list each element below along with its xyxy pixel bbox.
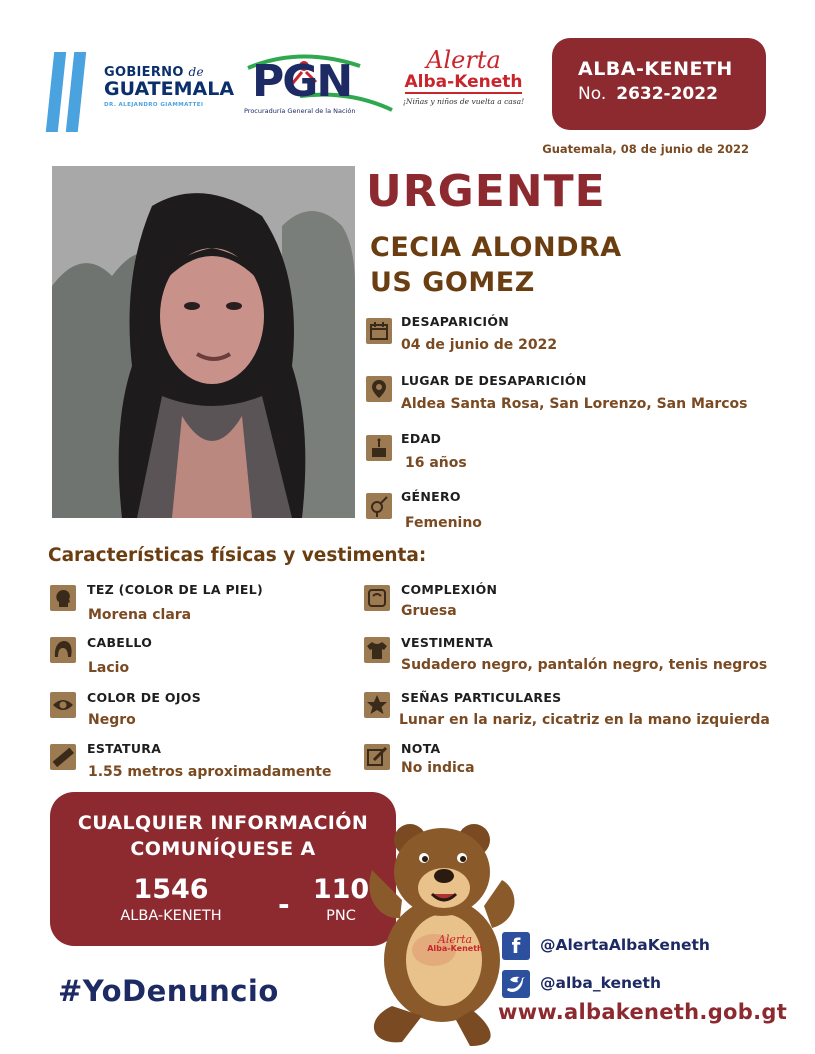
skin-tone-value: Morena clara [88, 607, 192, 623]
age-label: EDAD [401, 431, 442, 446]
pgn-logo [240, 50, 395, 120]
eye-icon [50, 692, 76, 718]
location-pin-icon [366, 376, 392, 402]
person-name [370, 230, 622, 300]
pgn-subtitle: Procuraduría General de la Nación [244, 107, 356, 115]
person-photo-illustration [52, 166, 355, 518]
alerta-alba-keneth-logo [396, 48, 531, 118]
person-name-line1: CECIA ALONDRA [370, 232, 622, 263]
height-value: 1.55 metros aproximadamente [88, 764, 332, 780]
note-label: NOTA [401, 741, 441, 756]
gobierno-line3: DR. ALEJANDRO GIAMMATTEI [104, 102, 204, 108]
age-value: 16 años [405, 455, 467, 471]
hair-icon [50, 637, 76, 663]
characteristics-title: Características físicas y vestimenta: [48, 545, 427, 566]
disappearance-date-value: 04 de junio de 2022 [401, 337, 558, 353]
alerta-logo-line2: Alba-Keneth [404, 72, 523, 92]
case-no-label: No. [578, 84, 607, 104]
person-name-line2: US GOMEZ [370, 267, 535, 298]
contact-box [50, 792, 396, 946]
gobierno-logo-bars [50, 52, 96, 132]
missing-person-photo [52, 166, 355, 518]
gobierno-line2: GUATEMALA [104, 78, 235, 100]
scale-icon [364, 585, 390, 611]
phone-separator: - [278, 888, 290, 921]
pgn-logo-text: PGN [252, 56, 352, 107]
bear-mascot-icon [352, 810, 522, 1048]
twitter-handle[interactable]: @alba_keneth [540, 974, 661, 992]
mascot-badge-line2: Alba-Keneth [427, 944, 483, 953]
star-icon [364, 692, 390, 718]
distinguishing-marks-label: SEÑAS PARTICULARES [401, 690, 562, 705]
facebook-handle[interactable]: @AlertaAlbaKeneth [540, 936, 710, 954]
mascot-badge-line1: Alerta [437, 933, 473, 946]
case-title: ALBA-KENETH [578, 58, 733, 80]
alba-keneth-phone-number[interactable]: 1546 [133, 874, 209, 905]
note-icon [364, 744, 390, 770]
alba-keneth-phone-label: ALBA-KENETH [120, 908, 222, 924]
case-number-badge [552, 38, 766, 130]
head-icon [50, 585, 76, 611]
contact-line1: CUALQUIER INFORMACIÓN [77, 812, 369, 834]
facebook-icon[interactable] [502, 932, 530, 960]
distinguishing-marks-value: Lunar en la nariz, cicatriz en la mano izquierda [399, 712, 770, 728]
gobierno-line1: GOBIERNO [104, 65, 184, 80]
disappearance-place-label: LUGAR DE DESAPARICIÓN [401, 373, 587, 388]
skin-tone-label: TEZ (COLOR DE LA PIEL) [87, 582, 264, 597]
note-value: No indica [401, 760, 475, 776]
pnc-phone-label: PNC [326, 908, 356, 924]
disappearance-date-label: DESAPARICIÓN [401, 314, 510, 329]
publication-date: Guatemala, 08 de junio de 2022 [542, 142, 749, 156]
disappearance-place-value: Aldea Santa Rosa, San Lorenzo, San Marcos [401, 396, 748, 412]
hair-label: CABELLO [87, 635, 153, 650]
gobierno-de: de [188, 65, 204, 79]
calendar-icon [366, 318, 392, 344]
pnc-phone-number[interactable]: 110 [312, 874, 370, 905]
alerta-logo-slogan: ¡Niñas y niños de vuelta a casa! [402, 96, 525, 106]
shirt-icon [364, 637, 390, 663]
hashtag: #YoDenuncio [58, 974, 279, 1008]
mascot-badge [420, 934, 490, 953]
height-label: ESTATURA [87, 741, 162, 756]
eye-color-value: Negro [88, 712, 136, 728]
cake-icon [366, 435, 392, 461]
alerta-logo-line1: Alerta [426, 46, 501, 74]
clothing-value: Sudadero negro, pantalón negro, tenis negros [401, 657, 768, 673]
build-value: Gruesa [401, 603, 457, 619]
gobierno-logo [104, 66, 234, 109]
urgente-heading: URGENTE [366, 166, 606, 217]
clothing-label: VESTIMENTA [401, 635, 494, 650]
hair-value: Lacio [88, 660, 130, 676]
ruler-icon [50, 744, 76, 770]
eye-color-label: COLOR DE OJOS [87, 690, 201, 705]
case-number: 2632-2022 [616, 84, 718, 104]
gender-label: GÉNERO [401, 489, 461, 504]
gender-value: Femenino [405, 515, 482, 531]
build-label: COMPLEXIÓN [401, 582, 498, 597]
facebook-icon-glyph: f [511, 934, 521, 958]
contact-line2: COMUNÍQUESE A [130, 838, 316, 860]
twitter-icon[interactable] [502, 970, 530, 998]
website-link[interactable]: www.albakeneth.gob.gt [498, 1000, 788, 1024]
gender-icon [366, 493, 392, 519]
